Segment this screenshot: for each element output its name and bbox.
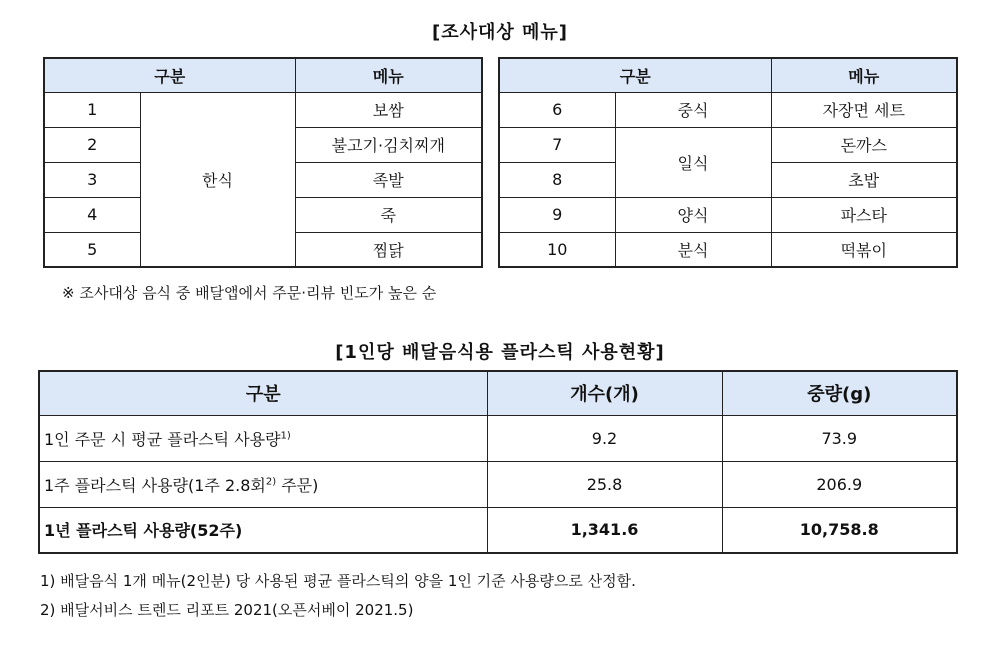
footnote-marker: 2) [265,476,277,488]
menu-cell: 자장면 세트 [771,92,957,127]
row-label-text: 1인 주문 시 평균 플라스틱 사용량 [44,429,281,449]
table-header-row [39,371,957,415]
category-cell: 일식 [615,127,771,197]
table-row [499,232,957,267]
row-label-text: 1년 플라스틱 사용량(52주) [44,521,243,541]
header-category: 구분 [499,58,771,92]
row-number: 10 [499,232,615,267]
category-cell: 한식 [140,92,295,267]
table-row [499,127,957,162]
menu-cell: 초밥 [771,162,957,197]
table-row [39,415,957,461]
count-cell: 9.2 [487,415,722,461]
menu-cell: 파스타 [771,197,957,232]
table-row [39,461,957,507]
row-label-text: 1주 플라스틱 사용량(1주 2.8회 [44,475,266,495]
header-weight: 중량(g) [722,371,957,415]
count-cell: 25.8 [487,461,722,507]
row-number: 5 [44,232,140,267]
header-menu: 메뉴 [771,58,957,92]
usage-table [38,370,958,554]
menu-note: ※ 조사대상 음식 중 배달앱에서 주문·리뷰 빈도가 높은 순 [62,284,437,302]
row-number: 7 [499,127,615,162]
weight-cell: 10,758.8 [722,507,957,553]
row-number: 9 [499,197,615,232]
header-category: 구분 [39,371,487,415]
menu-cell: 떡볶이 [771,232,957,267]
row-label [39,461,487,507]
row-label [39,507,487,553]
row-number: 6 [499,92,615,127]
menu-cell: 죽 [295,197,482,232]
category-cell: 양식 [615,197,771,232]
usage-table-title: [1인당 배달음식용 플라스틱 사용현황] [335,342,665,363]
footnote-marker: 1) [280,430,291,442]
row-number: 8 [499,162,615,197]
row-number: 3 [44,162,140,197]
category-cell: 중식 [615,92,771,127]
weight-cell: 73.9 [722,415,957,461]
table-header-row [44,58,482,92]
menu-cell: 족발 [295,162,482,197]
row-label-suffix: 주문) [276,475,319,495]
category-cell: 분식 [615,232,771,267]
row-number: 4 [44,197,140,232]
table-row [44,92,482,127]
row-number: 1 [44,92,140,127]
header-category: 구분 [44,58,295,92]
table-row [499,92,957,127]
count-cell: 1,341.6 [487,507,722,553]
row-label [39,415,487,461]
menu-table-right [498,57,958,268]
row-number: 2 [44,127,140,162]
menu-cell: 불고기·김치찌개 [295,127,482,162]
menu-table-title: [조사대상 메뉴] [431,22,569,43]
table-row [39,507,957,553]
menu-cell: 보쌈 [295,92,482,127]
table-row [499,197,957,232]
weight-cell: 206.9 [722,461,957,507]
footnote-1: 1) 배달음식 1개 메뉴(2인분) 당 사용된 평균 플라스틱의 양을 1인 기준 사용량으로 산정함. [40,572,636,590]
header-count: 개수(개) [487,371,722,415]
menu-cell: 돈까스 [771,127,957,162]
menu-table-left [43,57,483,268]
header-menu: 메뉴 [295,58,482,92]
footnote-2: 2) 배달서비스 트렌드 리포트 2021(오픈서베이 2021.5) [40,601,414,619]
menu-cell: 찜닭 [295,232,482,267]
table-header-row [499,58,957,92]
